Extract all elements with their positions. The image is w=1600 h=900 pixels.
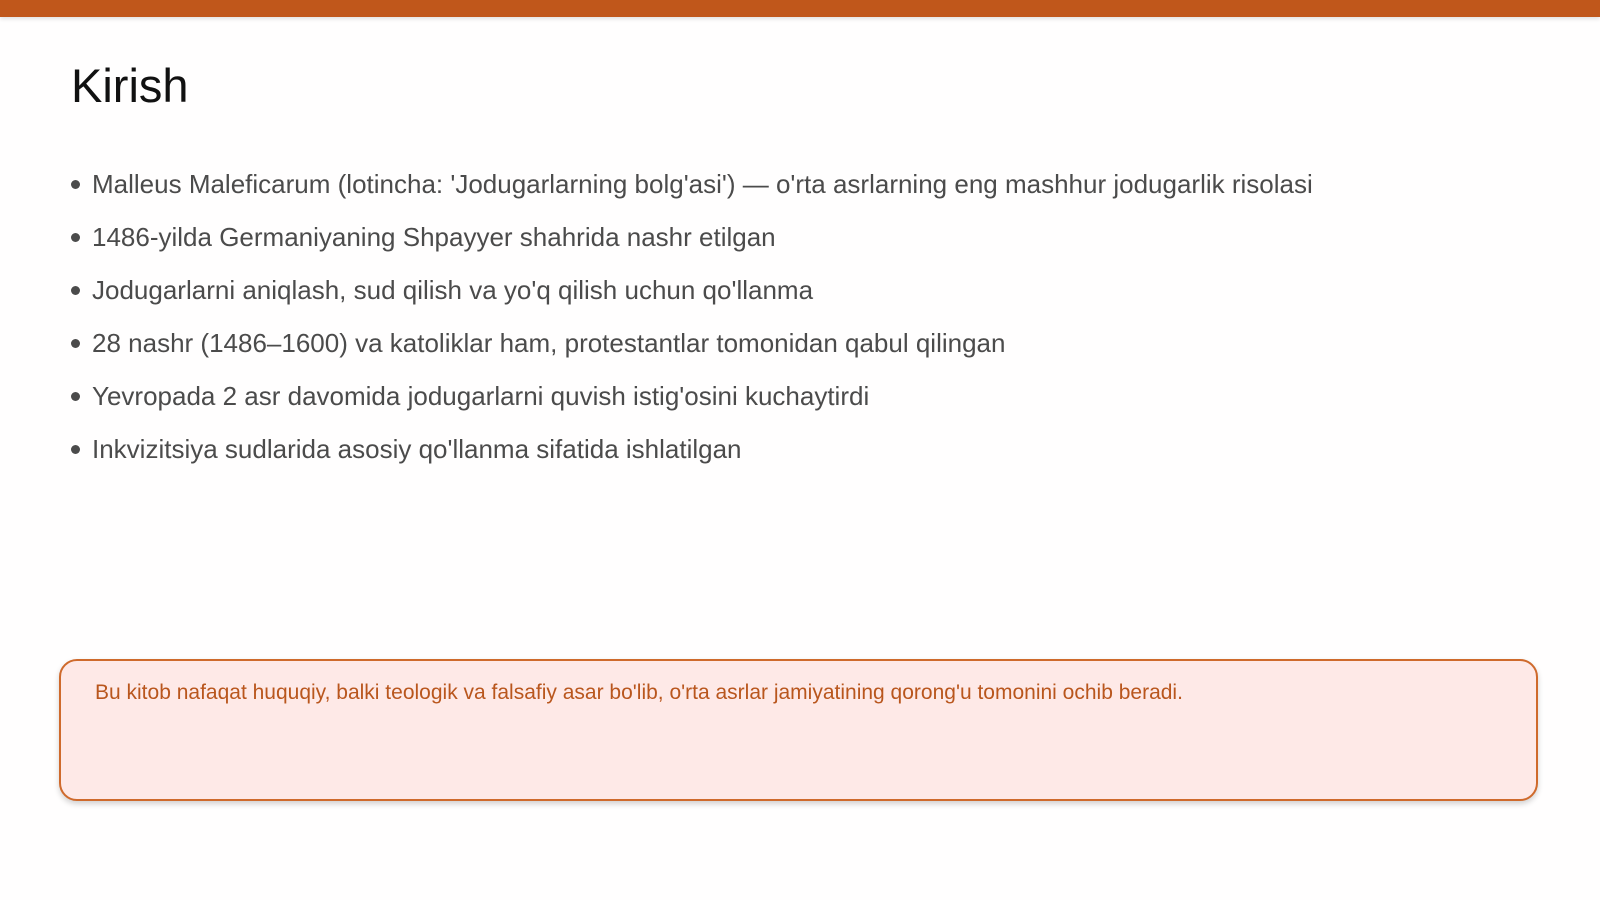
bullet-text: Inkvizitsiya sudlarida asosiy qo'llanma sifatida ishlatilgan — [92, 434, 742, 464]
bullet-dot-icon — [71, 286, 80, 295]
bullet-item — [71, 423, 1313, 476]
bullet-item — [71, 158, 1313, 211]
bullet-item — [71, 264, 1313, 317]
bullet-dot-icon — [71, 233, 80, 242]
bullet-dot-icon — [71, 392, 80, 401]
bullet-text: Malleus Maleficarum (lotincha: 'Jodugarlarning bolg'asi') — o'rta asrlarning eng mashhur jodugarlik risolasi — [92, 169, 1313, 199]
bullet-item — [71, 211, 1313, 264]
bullet-item — [71, 370, 1313, 423]
accent-top-bar — [0, 0, 1600, 17]
bullet-dot-icon — [71, 445, 80, 454]
bullet-list — [71, 158, 1313, 476]
bullet-text: 28 nashr (1486–1600) va katoliklar ham, protestantlar tomonidan qabul qilingan — [92, 328, 1006, 358]
slide-title: Kirish — [71, 59, 189, 112]
callout-text: Bu kitob nafaqat huquqiy, balki teologik va falsafiy asar bo'lib, o'rta asrlar jamiyatining qorong'u tomonini ochib beradi. — [95, 681, 1183, 704]
bullet-dot-icon — [71, 180, 80, 189]
callout-box — [59, 659, 1538, 801]
bullet-text: 1486-yilda Germaniyaning Shpayyer shahrida nashr etilgan — [92, 222, 776, 252]
bullet-dot-icon — [71, 339, 80, 348]
bullet-item — [71, 317, 1313, 370]
bullet-text: Yevropada 2 asr davomida jodugarlarni quvish istig'osini kuchaytirdi — [92, 381, 870, 411]
bullet-text: Jodugarlarni aniqlash, sud qilish va yo'q qilish uchun qo'llanma — [92, 275, 814, 305]
